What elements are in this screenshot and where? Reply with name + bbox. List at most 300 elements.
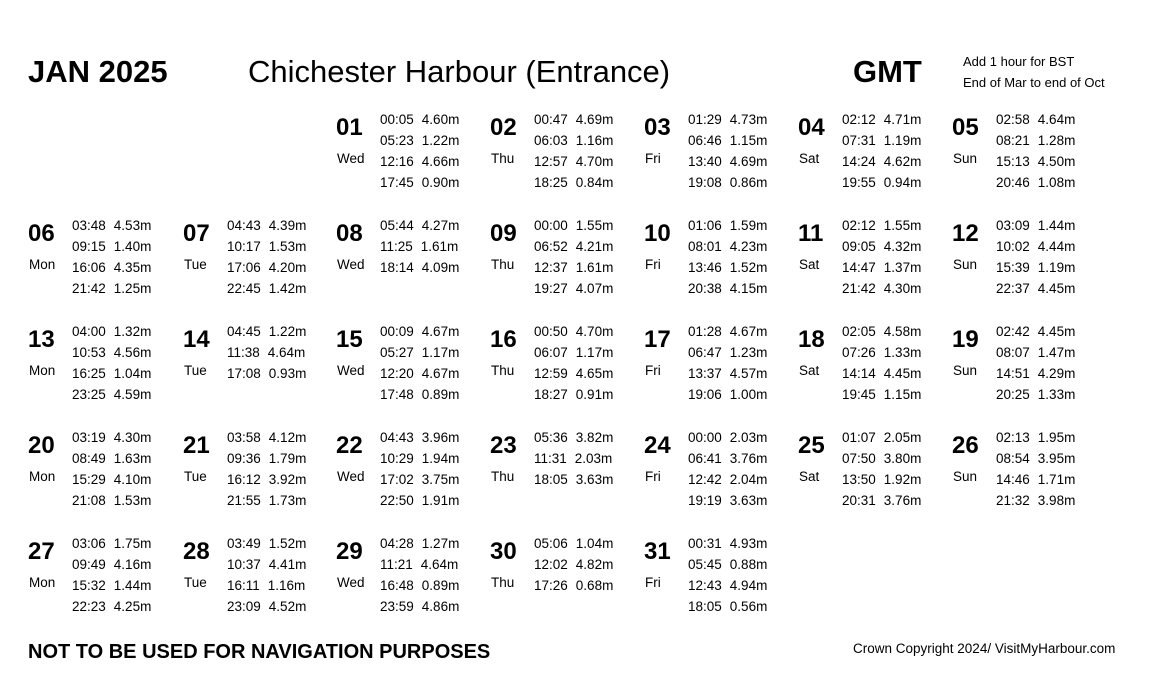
day-of-week: Sun bbox=[953, 469, 978, 484]
tide-height: 4.53m bbox=[113, 218, 152, 233]
tide-height: 0.90m bbox=[421, 175, 460, 190]
tide-time: 05:27 bbox=[380, 345, 414, 360]
tide-entry bbox=[688, 536, 767, 551]
tide-time: 11:21 bbox=[380, 557, 413, 572]
tide-height: 4.41m bbox=[268, 557, 307, 572]
tide-time: 14:51 bbox=[996, 366, 1030, 381]
day-of-week: Sat bbox=[799, 469, 820, 484]
day-cell bbox=[644, 109, 794, 209]
tide-height: 4.64m bbox=[420, 557, 459, 572]
timezone-label: GMT bbox=[853, 54, 922, 89]
tide-entry bbox=[227, 472, 306, 487]
tide-entry bbox=[688, 599, 767, 614]
day-cell bbox=[336, 215, 486, 315]
day-number: 09 bbox=[490, 220, 517, 247]
tide-time: 12:20 bbox=[380, 366, 414, 381]
tide-time: 09:15 bbox=[72, 239, 106, 254]
tide-time: 03:48 bbox=[72, 218, 106, 233]
tide-entry bbox=[227, 366, 306, 381]
tide-entry bbox=[688, 366, 767, 381]
tide-time: 01:29 bbox=[688, 112, 722, 127]
tide-entry bbox=[842, 260, 921, 275]
tide-time: 17:08 bbox=[227, 366, 261, 381]
tide-time: 17:06 bbox=[227, 260, 261, 275]
tide-time: 00:47 bbox=[534, 112, 568, 127]
tide-entry bbox=[842, 112, 921, 127]
tide-entry bbox=[842, 324, 921, 339]
tide-height: 1.19m bbox=[1037, 260, 1076, 275]
tide-entry bbox=[227, 218, 306, 233]
tide-entry bbox=[688, 493, 767, 508]
tide-time: 04:43 bbox=[380, 430, 414, 445]
tide-entry bbox=[996, 112, 1075, 127]
tide-height: 1.47m bbox=[1037, 345, 1076, 360]
tide-height: 4.86m bbox=[421, 599, 460, 614]
tide-time: 05:06 bbox=[534, 536, 568, 551]
tide-entry bbox=[380, 451, 459, 466]
day-of-week: Mon bbox=[29, 363, 56, 378]
tide-time: 02:13 bbox=[996, 430, 1030, 445]
tide-height: 4.10m bbox=[113, 472, 152, 487]
tide-height: 0.88m bbox=[729, 557, 768, 572]
tide-height: 1.15m bbox=[883, 387, 922, 402]
tide-time: 12:43 bbox=[688, 578, 722, 593]
tide-height: 4.56m bbox=[113, 345, 152, 360]
tide-height: 1.53m bbox=[113, 493, 152, 508]
tide-time: 15:29 bbox=[72, 472, 106, 487]
day-number: 11 bbox=[798, 220, 824, 247]
tide-time: 16:48 bbox=[380, 578, 414, 593]
tide-entry bbox=[380, 536, 459, 551]
day-of-week: Thu bbox=[491, 151, 515, 166]
tide-time: 12:59 bbox=[534, 366, 568, 381]
tide-entry bbox=[72, 451, 151, 466]
day-number: 30 bbox=[490, 538, 517, 565]
tide-height: 0.86m bbox=[729, 175, 768, 190]
tide-height: 4.45m bbox=[1037, 281, 1076, 296]
tide-entry bbox=[380, 175, 459, 190]
tide-height: 0.68m bbox=[575, 578, 614, 593]
tide-time: 02:05 bbox=[842, 324, 876, 339]
tide-entry bbox=[72, 557, 151, 572]
tide-height: 4.44m bbox=[1037, 239, 1076, 254]
day-of-week: Fri bbox=[645, 151, 661, 166]
tide-entry bbox=[688, 112, 767, 127]
tide-height: 4.67m bbox=[421, 324, 460, 339]
tide-height: 3.63m bbox=[729, 493, 768, 508]
day-number: 16 bbox=[490, 326, 517, 353]
tide-time: 19:55 bbox=[842, 175, 876, 190]
tide-entry bbox=[380, 324, 459, 339]
tide-height: 1.22m bbox=[421, 133, 460, 148]
tide-time: 06:52 bbox=[534, 239, 568, 254]
day-of-week: Wed bbox=[337, 151, 365, 166]
tide-time: 06:41 bbox=[688, 451, 722, 466]
tide-time: 19:27 bbox=[534, 281, 568, 296]
tide-time: 04:28 bbox=[380, 536, 414, 551]
tide-entry bbox=[996, 493, 1075, 508]
tide-height: 4.32m bbox=[883, 239, 922, 254]
tide-height: 4.69m bbox=[575, 112, 614, 127]
tide-entry bbox=[534, 578, 613, 593]
day-cell bbox=[644, 321, 794, 421]
day-number: 10 bbox=[644, 220, 671, 247]
month-heading: JAN 2025 bbox=[28, 54, 168, 89]
tide-entry bbox=[688, 451, 767, 466]
tide-height: 1.08m bbox=[1037, 175, 1076, 190]
tide-height: 4.58m bbox=[883, 324, 922, 339]
tide-height: 4.16m bbox=[113, 557, 152, 572]
tide-time: 19:08 bbox=[688, 175, 722, 190]
day-cell bbox=[644, 215, 794, 315]
day-of-week: Fri bbox=[645, 575, 661, 590]
bst-period-note: End of Mar to end of Oct bbox=[963, 75, 1105, 90]
tide-entry bbox=[534, 239, 613, 254]
tide-time: 04:43 bbox=[227, 218, 261, 233]
tide-height: 4.39m bbox=[268, 218, 307, 233]
day-cell bbox=[336, 109, 486, 209]
tide-height: 3.80m bbox=[883, 451, 922, 466]
day-of-week: Sat bbox=[799, 363, 820, 378]
tide-time: 16:06 bbox=[72, 260, 106, 275]
day-of-week: Tue bbox=[184, 257, 207, 272]
tide-entry bbox=[688, 387, 767, 402]
tide-entry bbox=[842, 430, 921, 445]
tide-entry bbox=[534, 557, 613, 572]
tide-time: 10:29 bbox=[380, 451, 414, 466]
day-number: 24 bbox=[644, 432, 671, 459]
tide-entry bbox=[72, 366, 151, 381]
tide-entry bbox=[227, 557, 306, 572]
day-number: 20 bbox=[28, 432, 55, 459]
tide-height: 1.95m bbox=[1037, 430, 1076, 445]
tide-height: 1.04m bbox=[113, 366, 152, 381]
day-of-week: Thu bbox=[491, 469, 515, 484]
tide-entry bbox=[996, 175, 1075, 190]
tide-height: 4.70m bbox=[575, 154, 614, 169]
day-of-week: Wed bbox=[337, 363, 365, 378]
tide-entry bbox=[842, 387, 921, 402]
tide-entry bbox=[72, 281, 151, 296]
tide-height: 1.37m bbox=[883, 260, 922, 275]
tide-entry bbox=[996, 366, 1075, 381]
tide-height: 1.44m bbox=[113, 578, 152, 593]
tide-time: 12:42 bbox=[688, 472, 722, 487]
tide-entry bbox=[380, 493, 459, 508]
tide-entry bbox=[380, 430, 459, 445]
tide-time: 22:37 bbox=[996, 281, 1030, 296]
tide-entry bbox=[688, 578, 767, 593]
day-of-week: Fri bbox=[645, 363, 661, 378]
tide-height: 1.25m bbox=[113, 281, 152, 296]
tide-time: 08:07 bbox=[996, 345, 1030, 360]
day-of-week: Sat bbox=[799, 151, 820, 166]
tide-height: 1.19m bbox=[883, 133, 922, 148]
tide-entry bbox=[380, 387, 459, 402]
tide-height: 4.12m bbox=[268, 430, 307, 445]
tide-height: 4.65m bbox=[575, 366, 614, 381]
tide-time: 16:11 bbox=[227, 578, 260, 593]
tide-height: 4.64m bbox=[1037, 112, 1076, 127]
tide-time: 23:25 bbox=[72, 387, 106, 402]
tide-height: 4.29m bbox=[1037, 366, 1076, 381]
tide-height: 1.17m bbox=[575, 345, 614, 360]
tide-entry bbox=[380, 133, 459, 148]
tide-height: 4.25m bbox=[113, 599, 152, 614]
tide-height: 3.92m bbox=[268, 472, 307, 487]
tide-height: 4.69m bbox=[729, 154, 768, 169]
day-cell bbox=[644, 533, 794, 633]
tide-entry bbox=[688, 239, 767, 254]
tide-time: 05:36 bbox=[534, 430, 568, 445]
tide-entry bbox=[688, 430, 767, 445]
tide-height: 3.76m bbox=[883, 493, 922, 508]
day-of-week: Mon bbox=[29, 575, 56, 590]
tide-height: 1.52m bbox=[729, 260, 768, 275]
tide-entry bbox=[996, 239, 1075, 254]
tide-entry bbox=[380, 472, 459, 487]
tide-entry bbox=[842, 175, 921, 190]
tide-entry bbox=[996, 451, 1075, 466]
tide-time: 00:31 bbox=[688, 536, 722, 551]
tide-entry bbox=[380, 218, 459, 233]
tide-height: 4.50m bbox=[1037, 154, 1076, 169]
tide-time: 06:03 bbox=[534, 133, 568, 148]
tide-height: 4.67m bbox=[729, 324, 768, 339]
day-number: 18 bbox=[798, 326, 825, 353]
day-of-week: Wed bbox=[337, 575, 365, 590]
tide-entry bbox=[842, 472, 921, 487]
tide-height: 1.16m bbox=[575, 133, 614, 148]
tide-entry bbox=[688, 175, 767, 190]
tide-entry bbox=[72, 260, 151, 275]
day-of-week: Mon bbox=[29, 257, 56, 272]
tide-entry bbox=[688, 133, 767, 148]
tide-entry bbox=[72, 239, 151, 254]
tide-time: 23:09 bbox=[227, 599, 261, 614]
tide-time: 07:26 bbox=[842, 345, 876, 360]
tide-entry bbox=[380, 239, 458, 254]
day-number: 04 bbox=[798, 114, 825, 141]
day-of-week: Fri bbox=[645, 469, 661, 484]
day-cell bbox=[183, 215, 333, 315]
day-cell bbox=[490, 321, 640, 421]
day-number: 19 bbox=[952, 326, 979, 353]
tide-time: 09:05 bbox=[842, 239, 876, 254]
tide-time: 03:06 bbox=[72, 536, 106, 551]
tide-height: 1.91m bbox=[421, 493, 460, 508]
tide-time: 07:31 bbox=[842, 133, 876, 148]
day-cell bbox=[183, 427, 333, 527]
tide-entry bbox=[996, 324, 1075, 339]
bst-note: Add 1 hour for BST bbox=[963, 54, 1075, 69]
tide-entry bbox=[72, 536, 151, 551]
tide-time: 18:05 bbox=[534, 472, 568, 487]
day-cell bbox=[490, 427, 640, 527]
tide-height: 4.52m bbox=[268, 599, 307, 614]
tide-height: 3.75m bbox=[421, 472, 460, 487]
tide-time: 18:27 bbox=[534, 387, 568, 402]
tide-time: 20:31 bbox=[842, 493, 876, 508]
tide-time: 01:07 bbox=[842, 430, 876, 445]
day-of-week: Sat bbox=[799, 257, 820, 272]
day-number: 14 bbox=[183, 326, 210, 353]
day-number: 08 bbox=[336, 220, 363, 247]
tide-height: 1.75m bbox=[113, 536, 152, 551]
tide-height: 1.00m bbox=[729, 387, 768, 402]
tide-height: 4.94m bbox=[729, 578, 768, 593]
tide-time: 02:58 bbox=[996, 112, 1030, 127]
tide-entry bbox=[534, 324, 613, 339]
tide-height: 0.89m bbox=[421, 578, 460, 593]
tide-time: 12:16 bbox=[380, 154, 414, 169]
tide-height: 3.63m bbox=[575, 472, 614, 487]
tide-time: 08:01 bbox=[688, 239, 722, 254]
tide-height: 4.35m bbox=[113, 260, 152, 275]
tide-entry bbox=[534, 281, 613, 296]
tide-entry bbox=[534, 451, 612, 466]
tide-time: 02:42 bbox=[996, 324, 1030, 339]
tide-height: 1.33m bbox=[1037, 387, 1076, 402]
day-of-week: Thu bbox=[491, 575, 515, 590]
tide-height: 0.91m bbox=[575, 387, 614, 402]
tide-time: 03:09 bbox=[996, 218, 1030, 233]
tide-height: 4.21m bbox=[575, 239, 614, 254]
tide-time: 18:14 bbox=[380, 260, 414, 275]
tide-height: 4.30m bbox=[113, 430, 152, 445]
day-number: 06 bbox=[28, 220, 55, 247]
day-number: 13 bbox=[28, 326, 55, 353]
tide-height: 1.63m bbox=[113, 451, 152, 466]
tide-entry bbox=[534, 112, 613, 127]
tide-time: 00:09 bbox=[380, 324, 414, 339]
tide-time: 04:45 bbox=[227, 324, 261, 339]
tide-time: 19:19 bbox=[688, 493, 722, 508]
tide-time: 20:38 bbox=[688, 281, 722, 296]
tide-time: 00:00 bbox=[534, 218, 568, 233]
tide-height: 4.60m bbox=[421, 112, 460, 127]
tide-height: 1.52m bbox=[268, 536, 307, 551]
tide-time: 13:37 bbox=[688, 366, 722, 381]
day-cell bbox=[28, 215, 178, 315]
tide-time: 06:07 bbox=[534, 345, 568, 360]
tide-time: 23:59 bbox=[380, 599, 414, 614]
day-number: 12 bbox=[952, 220, 979, 247]
day-number: 15 bbox=[336, 326, 363, 353]
tide-time: 11:38 bbox=[227, 345, 260, 360]
tide-height: 1.16m bbox=[267, 578, 306, 593]
tide-time: 14:47 bbox=[842, 260, 876, 275]
day-cell bbox=[183, 533, 333, 633]
tide-time: 10:37 bbox=[227, 557, 261, 572]
day-cell bbox=[644, 427, 794, 527]
tide-time: 10:53 bbox=[72, 345, 106, 360]
tide-height: 4.30m bbox=[883, 281, 922, 296]
tide-height: 0.89m bbox=[421, 387, 460, 402]
tide-time: 21:32 bbox=[996, 493, 1030, 508]
tide-entry bbox=[688, 557, 767, 572]
tide-entry bbox=[227, 239, 306, 254]
tide-entry bbox=[534, 472, 613, 487]
day-of-week: Fri bbox=[645, 257, 661, 272]
day-of-week: Wed bbox=[337, 257, 365, 272]
tide-entry bbox=[380, 260, 459, 275]
tide-time: 21:42 bbox=[842, 281, 876, 296]
tide-entry bbox=[842, 239, 921, 254]
tide-entry bbox=[996, 281, 1075, 296]
day-cell bbox=[798, 109, 948, 209]
tide-entry bbox=[72, 599, 151, 614]
tide-height: 1.23m bbox=[729, 345, 768, 360]
tide-time: 12:02 bbox=[534, 557, 568, 572]
tide-height: 4.07m bbox=[575, 281, 614, 296]
tide-height: 4.82m bbox=[575, 557, 614, 572]
day-cell bbox=[798, 215, 948, 315]
tide-entry bbox=[688, 218, 767, 233]
tide-entry bbox=[72, 493, 151, 508]
day-of-week: Mon bbox=[29, 469, 56, 484]
day-cell bbox=[952, 321, 1102, 421]
tide-height: 1.55m bbox=[883, 218, 922, 233]
tide-entry bbox=[688, 345, 767, 360]
tide-height: 4.20m bbox=[268, 260, 307, 275]
day-of-week: Sun bbox=[953, 363, 978, 378]
tide-time: 11:31 bbox=[534, 451, 567, 466]
tide-height: 4.45m bbox=[1037, 324, 1076, 339]
day-cell bbox=[28, 533, 178, 633]
tide-height: 1.92m bbox=[883, 472, 922, 487]
navigation-disclaimer: NOT TO BE USED FOR NAVIGATION PURPOSES bbox=[28, 641, 491, 663]
tide-height: 4.66m bbox=[421, 154, 460, 169]
tide-time: 16:12 bbox=[227, 472, 261, 487]
tide-entry bbox=[842, 366, 921, 381]
day-number: 21 bbox=[183, 432, 210, 459]
tide-time: 20:25 bbox=[996, 387, 1030, 402]
tide-entry bbox=[72, 218, 151, 233]
tide-time: 01:06 bbox=[688, 218, 722, 233]
tide-height: 1.04m bbox=[575, 536, 614, 551]
tide-entry bbox=[72, 472, 151, 487]
tide-height: 1.55m bbox=[575, 218, 614, 233]
tide-entry bbox=[996, 154, 1075, 169]
day-of-week: Thu bbox=[491, 257, 515, 272]
tide-height: 1.59m bbox=[729, 218, 768, 233]
day-of-week: Tue bbox=[184, 363, 207, 378]
tide-height: 4.73m bbox=[729, 112, 768, 127]
tide-height: 2.04m bbox=[729, 472, 768, 487]
copyright: Crown Copyright 2024/ VisitMyHarbour.com bbox=[853, 641, 1116, 656]
day-number: 31 bbox=[644, 538, 671, 565]
tide-height: 4.45m bbox=[883, 366, 922, 381]
tide-height: 0.56m bbox=[729, 599, 768, 614]
tide-time: 02:12 bbox=[842, 112, 876, 127]
tide-time: 17:02 bbox=[380, 472, 414, 487]
tide-time: 10:02 bbox=[996, 239, 1030, 254]
day-cell bbox=[183, 321, 333, 421]
tide-time: 21:08 bbox=[72, 493, 106, 508]
tide-time: 13:46 bbox=[688, 260, 722, 275]
day-number: 28 bbox=[183, 538, 210, 565]
tide-time: 12:57 bbox=[534, 154, 568, 169]
tide-entry bbox=[72, 324, 151, 339]
tide-time: 14:46 bbox=[996, 472, 1030, 487]
tide-time: 08:54 bbox=[996, 451, 1030, 466]
day-cell bbox=[28, 321, 178, 421]
tide-time: 19:06 bbox=[688, 387, 722, 402]
tide-height: 1.94m bbox=[421, 451, 460, 466]
tide-time: 21:42 bbox=[72, 281, 106, 296]
day-of-week: Sun bbox=[953, 151, 978, 166]
